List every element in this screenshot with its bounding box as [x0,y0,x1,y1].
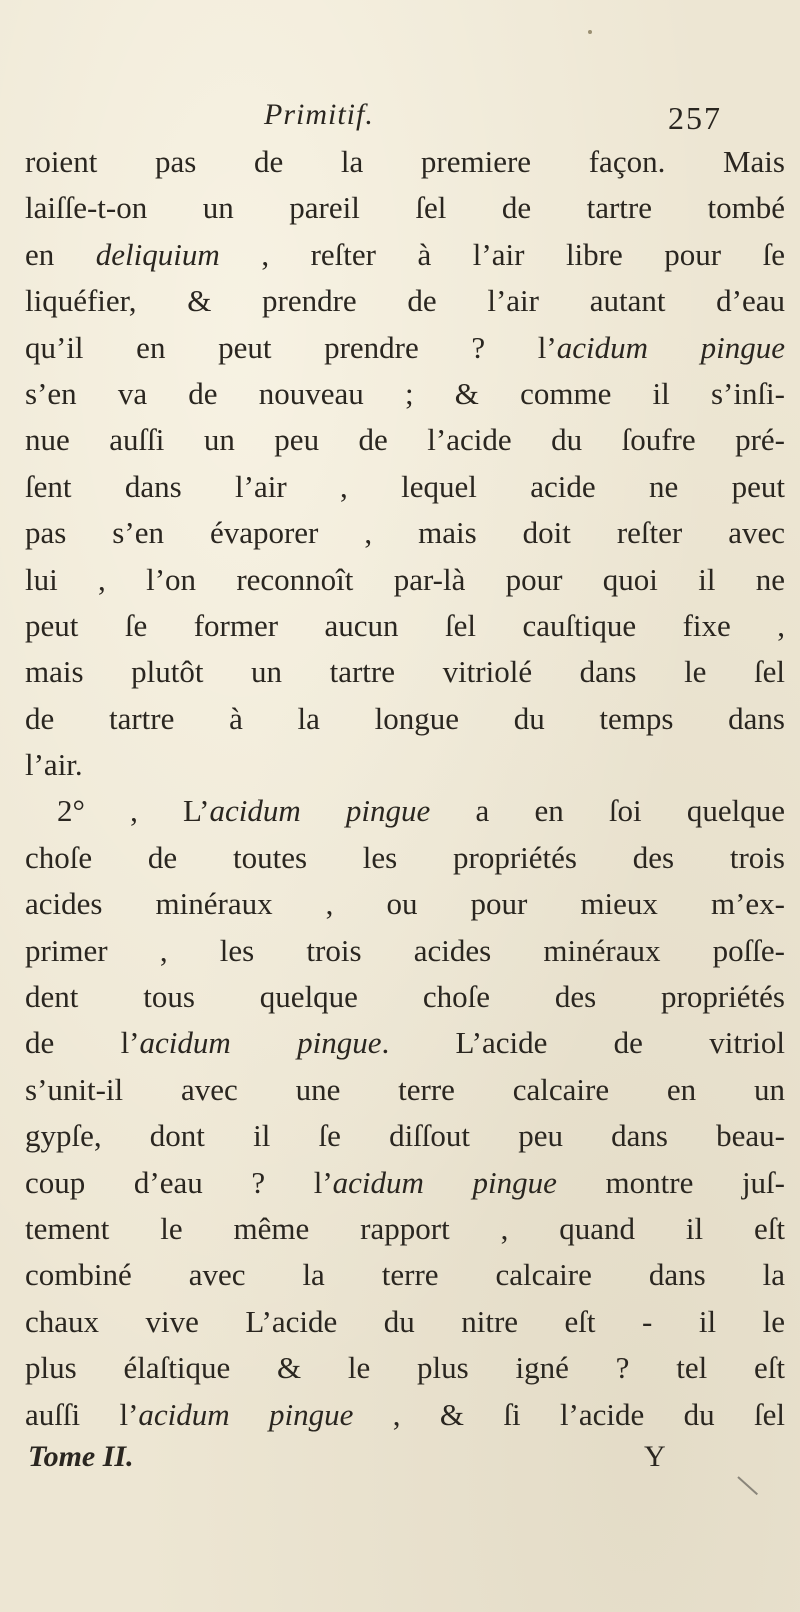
text-line [25,139,785,185]
text-line [25,928,785,974]
line-italic: acidum pingue [332,1164,557,1200]
text-line [25,974,785,1020]
text-line [25,1113,785,1159]
line-text: s’en va de nouveau ; & comme il s’inſi- [25,375,785,411]
line-text: mais plutôt un tartre vitriolé dans le ſel [25,654,785,690]
line-text: en [25,236,96,272]
line-text: roient pas de la premiere façon. Mais [25,144,785,179]
line-text: nue auſſi un peu de l’acide du ſoufre pré- [25,422,785,458]
page-number: 257 [668,100,722,136]
text-line [25,1206,785,1252]
text-line [25,881,785,927]
text-line [25,1299,785,1345]
line-italic: deliquium [95,236,220,272]
line-text-after: a en ſoi quelque [430,793,785,829]
text-line [25,1020,785,1066]
line-text: qu’il en peut prendre ? l’ [25,329,557,365]
line-text-after: . L’acide de vitriol [381,1025,785,1061]
line-text: tement le même rapport , quand il eſt [25,1210,785,1246]
text-line [25,788,785,834]
text-line [25,1160,785,1206]
line-text-after: montre juſ- [556,1164,785,1200]
text-line [25,464,785,510]
text-line [25,1392,785,1438]
text-line [25,371,785,417]
line-italic: acidum pingue [138,1396,354,1432]
line-text: auſſi l’ [25,1396,139,1432]
text-line [25,232,785,278]
text-line [25,185,785,231]
line-text-after: , reſter à l’air libre pour ſe [219,236,785,272]
line-text: 2° , L’ [57,793,210,829]
line-text: de tartre à la longue du temps dans [25,700,785,736]
line-text: acides minéraux , ou pour mieux m’ex- [25,886,785,922]
line-text: ſent dans l’air , lequel acide ne peut [25,468,785,504]
paper-speck [588,30,592,34]
line-text: l’air. [25,747,83,783]
text-line [25,510,785,556]
line-text: choſe de toutes les propriétés des trois [25,839,785,875]
text-line [25,557,785,603]
text-line [25,278,785,324]
line-text: primer , les trois acides minéraux poſſe- [25,932,785,968]
text-line [25,1345,785,1391]
line-italic: acidum pingue [556,329,785,365]
running-header [60,98,740,138]
line-text: coup d’eau ? l’ [25,1164,333,1200]
line-italic: acidum pingue [209,793,431,829]
page-body-text [25,139,785,1438]
text-line [25,325,785,371]
line-text: plus élaſtique & le plus igné ? tel eſt [25,1350,785,1386]
text-line [25,603,785,649]
line-text: gypſe, dont il ſe diſſout peu dans beau- [25,1118,785,1154]
page-footer [28,1440,768,1480]
text-line [25,417,785,463]
line-text: lui , l’on reconnoît par-là pour quoi il ne [25,561,785,597]
volume-signature: Tome II. [28,1440,134,1473]
text-line [25,649,785,695]
line-text: pas s’en évaporer , mais doit reſter avec [25,515,785,551]
text-line [25,696,785,742]
line-text: laiſſe-t-on un pareil ſel de tartre tombé [25,190,785,226]
gathering-signature: Y [644,1440,666,1473]
text-line [25,742,785,788]
line-text: de l’ [25,1025,140,1061]
text-line [25,1067,785,1113]
line-text: liquéfier, & prendre de l’air autant d’eau [25,283,785,319]
line-italic: acidum pingue [139,1025,382,1061]
line-text: dent tous quelque choſe des propriétés [25,979,785,1015]
text-line [25,1252,785,1298]
line-text: s’unit-il avec une terre calcaire en un [25,1071,785,1107]
line-text-after: , & ſi l’acide du ſel [353,1396,785,1432]
line-text: peut ſe former aucun ſel cauſtique fixe , [25,607,785,643]
text-line [25,835,785,881]
running-title: Primitif. [264,98,374,131]
line-text: combiné avec la terre calcaire dans la [25,1257,785,1293]
line-text: chaux vive L’acide du nitre eſt - il le [25,1303,785,1339]
